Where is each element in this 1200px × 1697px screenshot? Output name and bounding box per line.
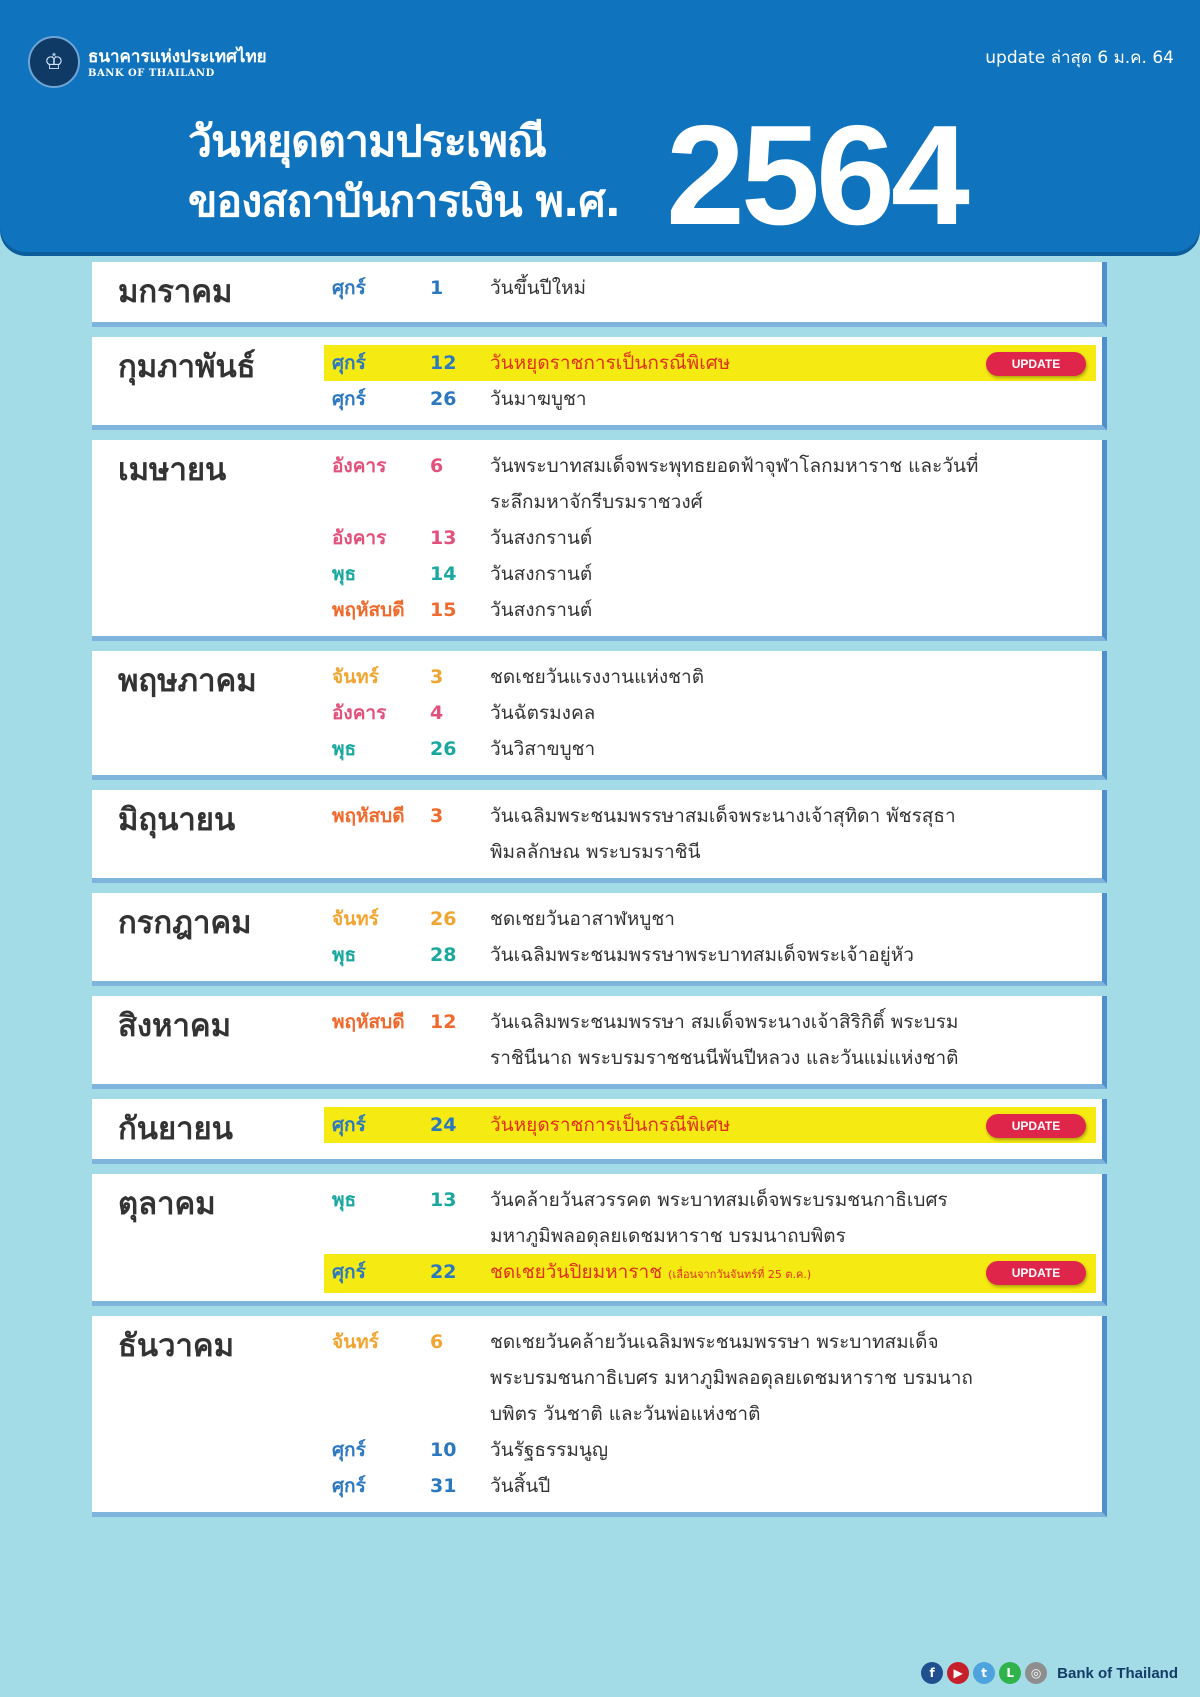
update-stamp: update ล่าสุด 6 ม.ค. 64: [985, 48, 1174, 68]
holiday-description: [490, 270, 1096, 306]
month-card: [92, 440, 1107, 641]
holiday-description: [490, 1004, 1096, 1076]
holiday-row: [324, 937, 1096, 973]
bot-emblem-icon: ♔: [28, 36, 80, 88]
date: 6: [430, 1331, 444, 1353]
weekday: พุธ: [332, 738, 357, 760]
holiday-description: [490, 695, 1096, 731]
month-name: มิถุนายน: [118, 802, 236, 838]
month-card: [92, 790, 1107, 883]
weekday: พฤหัสบดี: [332, 1011, 405, 1033]
date: 26: [430, 738, 457, 760]
holiday-name: วันพระบาทสมเด็จพระพุทธยอดฟ้าจุฬาโลกมหาราช และวันที่ระลึกมหาจักรีบรมราชวงศ์: [490, 455, 979, 513]
holiday-name: วันสิ้นปี: [490, 1475, 551, 1497]
holiday-row: [324, 520, 1096, 556]
weekday: พุธ: [332, 1189, 357, 1211]
weekday: อังคาร: [332, 702, 387, 724]
date: 13: [430, 527, 457, 549]
holiday-row: [324, 659, 1096, 695]
holiday-name: วันเฉลิมพระชนมพรรษา สมเด็จพระนางเจ้าสิริกิติ์ พระบรมราชินีนาถ พระบรมราชชนนีพันปีหลวง และวันแม่แห่งชาติ: [490, 1011, 959, 1069]
update-badge: UPDATE: [986, 352, 1086, 376]
holiday-row: [324, 1254, 1096, 1293]
holiday-description: [490, 659, 1096, 695]
month-name: ตุลาคม: [118, 1186, 216, 1222]
month-card: [92, 262, 1107, 327]
holiday-name: วันคล้ายวันสวรรคต พระบาทสมเด็จพระบรมชนกาธิเบศร มหาภูมิพลอดุลยเดชมหาราช บรมนาถบพิตร: [490, 1189, 948, 1247]
update-badge: UPDATE: [986, 1261, 1086, 1285]
month-name: กรกฎาคม: [118, 905, 252, 941]
title-year: 2564: [666, 96, 966, 255]
holiday-description: [490, 937, 1096, 973]
footer: [921, 1662, 1178, 1684]
page-title: [188, 112, 620, 232]
holiday-name: วันหยุดราชการเป็นกรณีพิเศษ: [490, 352, 731, 374]
date: 31: [430, 1475, 457, 1497]
holiday-name: ชดเชยวันคล้ายวันเฉลิมพระชนมพรรษา พระบาทสมเด็จพระบรมชนกาธิเบศร มหาภูมิพลอดุลยเดชมหาราช บรมนาถบพิตร วันชาติ และวันพ่อแห่งชาติ: [490, 1331, 973, 1425]
holiday-name: ชดเชยวันอาสาฬหบูชา: [490, 908, 675, 930]
weekday: ศุกร์: [332, 352, 366, 374]
month-card: [92, 1316, 1107, 1517]
date: 3: [430, 805, 444, 827]
holiday-name: ชดเชยวันปิยมหาราช: [490, 1261, 663, 1283]
holiday-list: [92, 262, 1107, 1527]
date: 12: [430, 352, 457, 374]
holiday-row: [324, 381, 1096, 417]
weekday: ศุกร์: [332, 1114, 366, 1136]
month-card: [92, 337, 1107, 430]
date: 12: [430, 1011, 457, 1033]
holiday-row: [324, 901, 1096, 937]
holiday-name: วันมาฆบูชา: [490, 388, 587, 410]
date: 26: [430, 388, 457, 410]
month-card: [92, 996, 1107, 1089]
website-icon[interactable]: ◎: [1025, 1662, 1047, 1684]
date: 3: [430, 666, 444, 688]
logo-english-name: BANK OF THAILAND: [88, 67, 215, 79]
date: 4: [430, 702, 444, 724]
weekday: อังคาร: [332, 527, 387, 549]
weekday: จันทร์: [332, 666, 379, 688]
month-card: [92, 1174, 1107, 1306]
holiday-row: [324, 695, 1096, 731]
holiday-name: วันเฉลิมพระชนมพรรษาพระบาทสมเด็จพระเจ้าอยู่หัว: [490, 944, 914, 966]
weekday: พุธ: [332, 944, 357, 966]
weekday: ศุกร์: [332, 277, 366, 299]
date: 1: [430, 277, 444, 299]
holiday-description: [490, 1182, 1096, 1254]
holiday-row: [324, 592, 1096, 628]
month-card: [92, 1099, 1107, 1164]
date: 26: [430, 908, 457, 930]
month-name: กุมภาพันธ์: [118, 349, 256, 385]
holiday-row: [324, 556, 1096, 592]
holiday-note: (เลื่อนจากวันจันทร์ที่ 25 ต.ค.): [668, 1268, 812, 1281]
weekday: ศุกร์: [332, 1261, 366, 1283]
holiday-description: [490, 1468, 1096, 1504]
holiday-name: วันสงกรานต์: [490, 527, 593, 549]
holiday-row: [324, 1004, 1096, 1076]
month-name: มกราคม: [118, 274, 233, 310]
title-line-1: วันหยุดตามประเพณี: [188, 117, 546, 167]
holiday-description: [490, 798, 1096, 870]
holiday-row: [324, 1432, 1096, 1468]
bank-logo: [28, 36, 267, 88]
holiday-description: [490, 731, 1096, 767]
update-badge: UPDATE: [986, 1114, 1086, 1138]
weekday: จันทร์: [332, 1331, 379, 1353]
youtube-icon[interactable]: ▶: [947, 1662, 969, 1684]
holiday-row: [324, 1182, 1096, 1254]
date: 10: [430, 1439, 457, 1461]
weekday: พฤหัสบดี: [332, 805, 405, 827]
weekday: อังคาร: [332, 455, 387, 477]
weekday: จันทร์: [332, 908, 379, 930]
holiday-name: วันฉัตรมงคล: [490, 702, 596, 724]
holiday-name: วันสงกรานต์: [490, 563, 593, 585]
footer-label: Bank of Thailand: [1057, 1664, 1178, 1682]
month-card: [92, 651, 1107, 780]
holiday-row: [324, 731, 1096, 767]
weekday: ศุกร์: [332, 1475, 366, 1497]
line-icon[interactable]: L: [999, 1662, 1021, 1684]
holiday-description: [490, 1432, 1096, 1468]
date: 14: [430, 563, 457, 585]
facebook-icon[interactable]: f: [921, 1662, 943, 1684]
holiday-name: วันรัฐธรรมนูญ: [490, 1439, 609, 1461]
date: 6: [430, 455, 444, 477]
date: 13: [430, 1189, 457, 1211]
holiday-row: [324, 1324, 1096, 1432]
holiday-row: [324, 1107, 1096, 1143]
weekday: พุธ: [332, 563, 357, 585]
holiday-row: [324, 1468, 1096, 1504]
month-name: เมษายน: [118, 452, 227, 488]
weekday: พฤหัสบดี: [332, 599, 405, 621]
holiday-row: [324, 270, 1096, 306]
title-line-2: ของสถาบันการเงิน พ.ศ.: [188, 177, 620, 227]
month-name: ธันวาคม: [118, 1328, 235, 1364]
holiday-name: ชดเชยวันแรงงานแห่งชาติ: [490, 666, 705, 688]
date: 15: [430, 599, 457, 621]
holiday-name: วันหยุดราชการเป็นกรณีพิเศษ: [490, 1114, 731, 1136]
holiday-row: [324, 798, 1096, 870]
holiday-description: [490, 901, 1096, 937]
holiday-name: วันขึ้นปีใหม่: [490, 277, 587, 299]
date: 28: [430, 944, 457, 966]
weekday: ศุกร์: [332, 388, 366, 410]
holiday-name: วันสงกรานต์: [490, 599, 593, 621]
holiday-row: [324, 448, 1096, 520]
holiday-description: [490, 556, 1096, 592]
date: 24: [430, 1114, 457, 1136]
month-name: สิงหาคม: [118, 1008, 232, 1044]
holiday-row: [324, 345, 1096, 381]
holiday-description: [490, 520, 1096, 556]
month-name: กันยายน: [118, 1111, 233, 1147]
holiday-description: [490, 381, 1096, 417]
header-banner: [0, 0, 1200, 255]
holiday-description: [490, 1324, 1096, 1432]
twitter-icon[interactable]: t: [973, 1662, 995, 1684]
holiday-name: วันวิสาขบูชา: [490, 738, 596, 760]
logo-thai-name: ธนาคารแห่งประเทศไทย: [88, 46, 267, 67]
date: 22: [430, 1261, 457, 1283]
holiday-description: [490, 592, 1096, 628]
month-name: พฤษภาคม: [118, 663, 257, 699]
holiday-description: [490, 448, 1096, 520]
weekday: ศุกร์: [332, 1439, 366, 1461]
holiday-name: วันเฉลิมพระชนมพรรษาสมเด็จพระนางเจ้าสุทิดา พัชรสุธาพิมลลักษณ พระบรมราชินี: [490, 805, 956, 863]
month-card: [92, 893, 1107, 986]
